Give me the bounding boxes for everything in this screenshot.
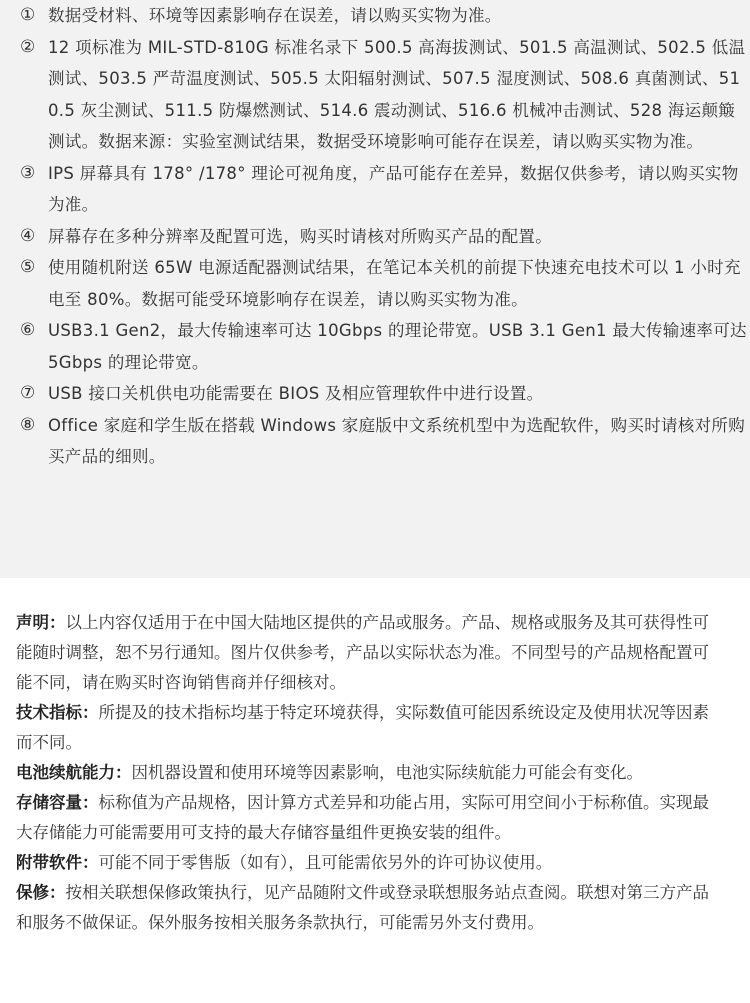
disclaimer-item-statement [16,608,716,698]
disclaimer-text: 标称值为产品规格，因计算方式差异和功能占用，实际可用空间小于标称值。实现最大存储能力可能需要用可支持的最大存储容量组件更换安装的组件。 [16,793,709,842]
footnote-item [0,158,750,221]
footnote-number: ⑥ [20,320,36,340]
disclaimer-label: 保修： [16,883,66,902]
disclaimer-text: 按相关联想保修政策执行，见产品随附文件或登录联想服务站点查阅。联想对第三方产品和服务不做保证。保外服务按相关服务条款执行，可能需另外支付费用。 [16,883,709,932]
disclaimer-label: 技术指标： [16,703,99,722]
disclaimer-text: 因机器设置和使用环境等因素影响，电池实际续航能力可能会有变化。 [131,763,643,782]
disclaimer-item-tech-specs [16,698,716,758]
footnote-text: Office 家庭和学生版在搭载 Windows 家庭版中文系统机型中为选配软件，购买时请核对所购买产品的细则。 [48,415,746,466]
footnote-text: 12 项标准为 MIL-STD-810G 标准名录下 500.5 高海拔测试、501.5 高温测试、502.5 低温测试、503.5 严苛温度测试、505.5 太阳辐射测试、507.5 湿度测试、508.6 真菌测试、510.5 灰尘测试、511.5 防爆燃测试、514.6 震动测试、516.6 机械冲击测试、528 海运颠簸测试。数据来源：实验室测试结果，数据受环境影响可能存在误差，请以购买实物为准。 [48,37,746,151]
footnote-item [0,315,750,378]
footnote-text: IPS 屏幕具有 178° /178° 理论可视角度，产品可能存在差异，数据仅供参考，请以购买实物为准。 [48,163,739,214]
footnote-number: ③ [20,162,36,183]
disclaimer-item-software [16,848,716,878]
disclaimer-label: 附带软件： [16,853,99,872]
disclaimer-text: 以上内容仅适用于在中国大陆地区提供的产品或服务。产品、规格或服务及其可获得性可能随时调整，恕不另行通知。图片仅供参考，产品以实际状态为准。不同型号的产品规格配置可能不同，请在购买时咨询销售商并仔细核对。 [16,613,709,692]
footnote-item [0,32,750,158]
footnote-item [0,252,750,315]
disclaimer-text: 可能不同于零售版（如有），且可能需依另外的许可协议使用。 [98,853,553,872]
footnote-number: ② [20,36,36,57]
footnote-item [0,0,750,32]
footnote-item [0,378,750,410]
footnote-text: 使用随机附送 65W 电源适配器测试结果，在笔记本关机的前提下快速充电技术可以 1 小时充电至 80%。数据可能受环境影响存在误差，请以购买实物为准。 [48,258,741,309]
disclaimer-item-warranty [16,878,716,938]
footnote-item [0,221,750,253]
disclaimer-label: 电池续航能力： [16,763,132,782]
footnote-number: ⑤ [20,257,36,277]
disclaimer-item-battery [16,758,716,788]
footnote-text: USB3.1 Gen2，最大传输速率可达 10Gbps 的理论带宽。USB 3.1 Gen1 最大传输速率可达 5Gbps 的理论带宽。 [48,321,747,372]
footnote-text: 屏幕存在多种分辨率及配置可选，购买时请核对所购买产品的配置。 [48,226,552,246]
disclaimer-label: 声明： [16,613,66,632]
disclaimer-item-storage [16,788,716,848]
footnote-number: ⑧ [20,414,36,435]
footnote-item [0,410,750,473]
footnote-text: USB 接口关机供电功能需要在 BIOS 及相应管理软件中进行设置。 [48,384,544,403]
footnote-number: ⑦ [20,383,36,403]
disclaimer-label: 存储容量： [16,793,99,812]
disclaimer-section [0,578,750,938]
disclaimer-text: 所提及的技术指标均基于特定环境获得，实际数值可能因系统设定及使用状况等因素而不同。 [16,703,709,752]
footnote-text: 数据受材料、环境等因素影响存在误差，请以购买实物为准。 [48,6,502,25]
footnote-number: ④ [20,225,36,246]
footnote-number: ① [20,5,36,25]
